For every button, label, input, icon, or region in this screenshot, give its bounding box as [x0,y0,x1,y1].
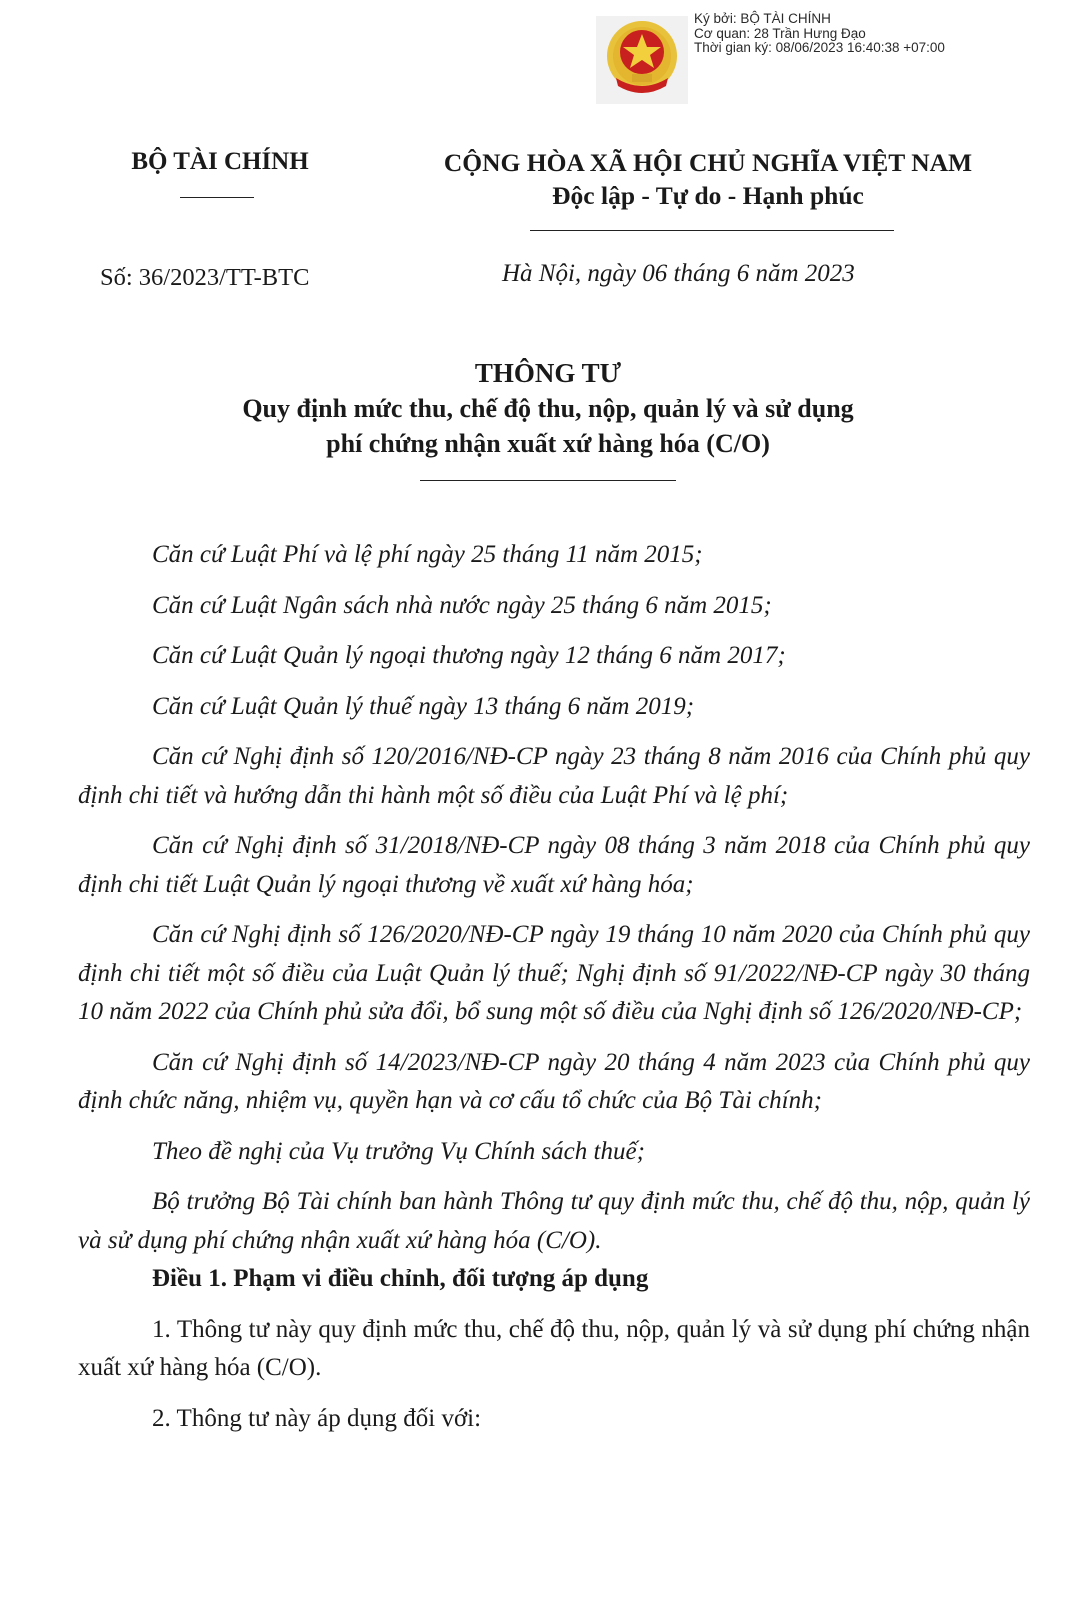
motto-underline [530,230,894,231]
title-line-2: phí chứng nhận xuất xứ hàng hóa (C/O) [326,429,770,458]
national-emblem [596,16,688,104]
preamble-paragraph: Bộ trưởng Bộ Tài chính ban hành Thông tư quy định mức thu, chế độ thu, nộp, quản lý và sử dụng phí chứng nhận xuất xứ hàng hóa (C/O). [78,1188,1030,1254]
preamble-paragraph: Căn cứ Nghị định số 120/2016/NĐ-CP ngày 23 tháng 8 năm 2016 của Chính phủ quy định chi tiết và hướng dẫn thi hành một số điều của Luật Phí và lệ phí; [78,743,1030,809]
national-motto: Độc lập - Tự do - Hạnh phúc [552,181,864,210]
title-underline [420,480,676,481]
ministry-underline [180,197,254,198]
article-heading: Điều 1. Phạm vi điều chỉnh, đối tượng áp dụng [152,1265,649,1292]
document-number: Số: 36/2023/TT-BTC [100,264,310,291]
issuing-ministry: BỘ TÀI CHÍNH [131,148,309,175]
preamble-paragraph: Căn cứ Luật Ngân sách nhà nước ngày 25 tháng 6 năm 2015; [152,591,772,619]
clause-paragraph: 2. Thông tư này áp dụng đối với: [152,1404,482,1432]
preamble-paragraph: Căn cứ Luật Quản lý ngoại thương ngày 12 tháng 6 năm 2017; [152,642,786,669]
signer: Ký bởi: BỘ TÀI CHÍNH [694,11,831,26]
signer-agency: Cơ quan: 28 Trần Hưng Đạo [694,25,866,41]
preamble-paragraph: Căn cứ Luật Phí và lệ phí ngày 25 tháng 11 năm 2015; [152,541,703,568]
preamble-paragraph: Căn cứ Nghị định số 126/2020/NĐ-CP ngày 19 tháng 10 năm 2020 của Chính phủ quy định chi tiết một số điều của Luật Quản lý thuế; Nghị định số 91/2022/NĐ-CP ngày 30 tháng 10 năm 2022 của Chính phủ sửa đổi, bổ sung một số điều của Nghị định số 126/2020/NĐ-CP; [78,921,1030,1025]
vietnam-national-emblem-icon [596,16,688,104]
place-and-date: Hà Nội, ngày 06 tháng 6 năm 2023 [502,260,855,287]
national-heading [418,146,998,212]
signing-time: Thời gian ký: 08/06/2023 16:40:38 +07:00 [694,40,945,55]
document-body [78,536,1030,1438]
digital-signature [694,12,945,56]
title-line-1: Quy định mức thu, chế độ thu, nộp, quản lý và sử dụng [242,394,854,423]
clause-paragraph: 1. Thông tư này quy định mức thu, chế độ thu, nộp, quản lý và sử dụng phí chứng nhận xuất xứ hàng hóa (C/O). [78,1315,1030,1381]
preamble-paragraph: Căn cứ Nghị định số 31/2018/NĐ-CP ngày 08 tháng 3 năm 2018 của Chính phủ quy định chi tiết Luật Quản lý ngoại thương về xuất xứ hàng hóa; [78,832,1030,898]
document-type: THÔNG TƯ [474,358,622,388]
preamble-paragraph: Căn cứ Luật Quản lý thuế ngày 13 tháng 6 năm 2019; [152,692,695,720]
preamble-paragraph: Căn cứ Nghị định số 14/2023/NĐ-CP ngày 20 tháng 4 năm 2023 của Chính phủ quy định chức năng, nhiệm vụ, quyền hạn và cơ cấu tổ chức của Bộ Tài chính; [78,1048,1030,1114]
preamble-paragraph: Theo đề nghị của Vụ trưởng Vụ Chính sách thuế; [152,1137,645,1165]
document-title [60,356,1036,461]
republic-name: CỘNG HÒA XÃ HỘI CHỦ NGHĨA VIỆT NAM [443,148,973,177]
